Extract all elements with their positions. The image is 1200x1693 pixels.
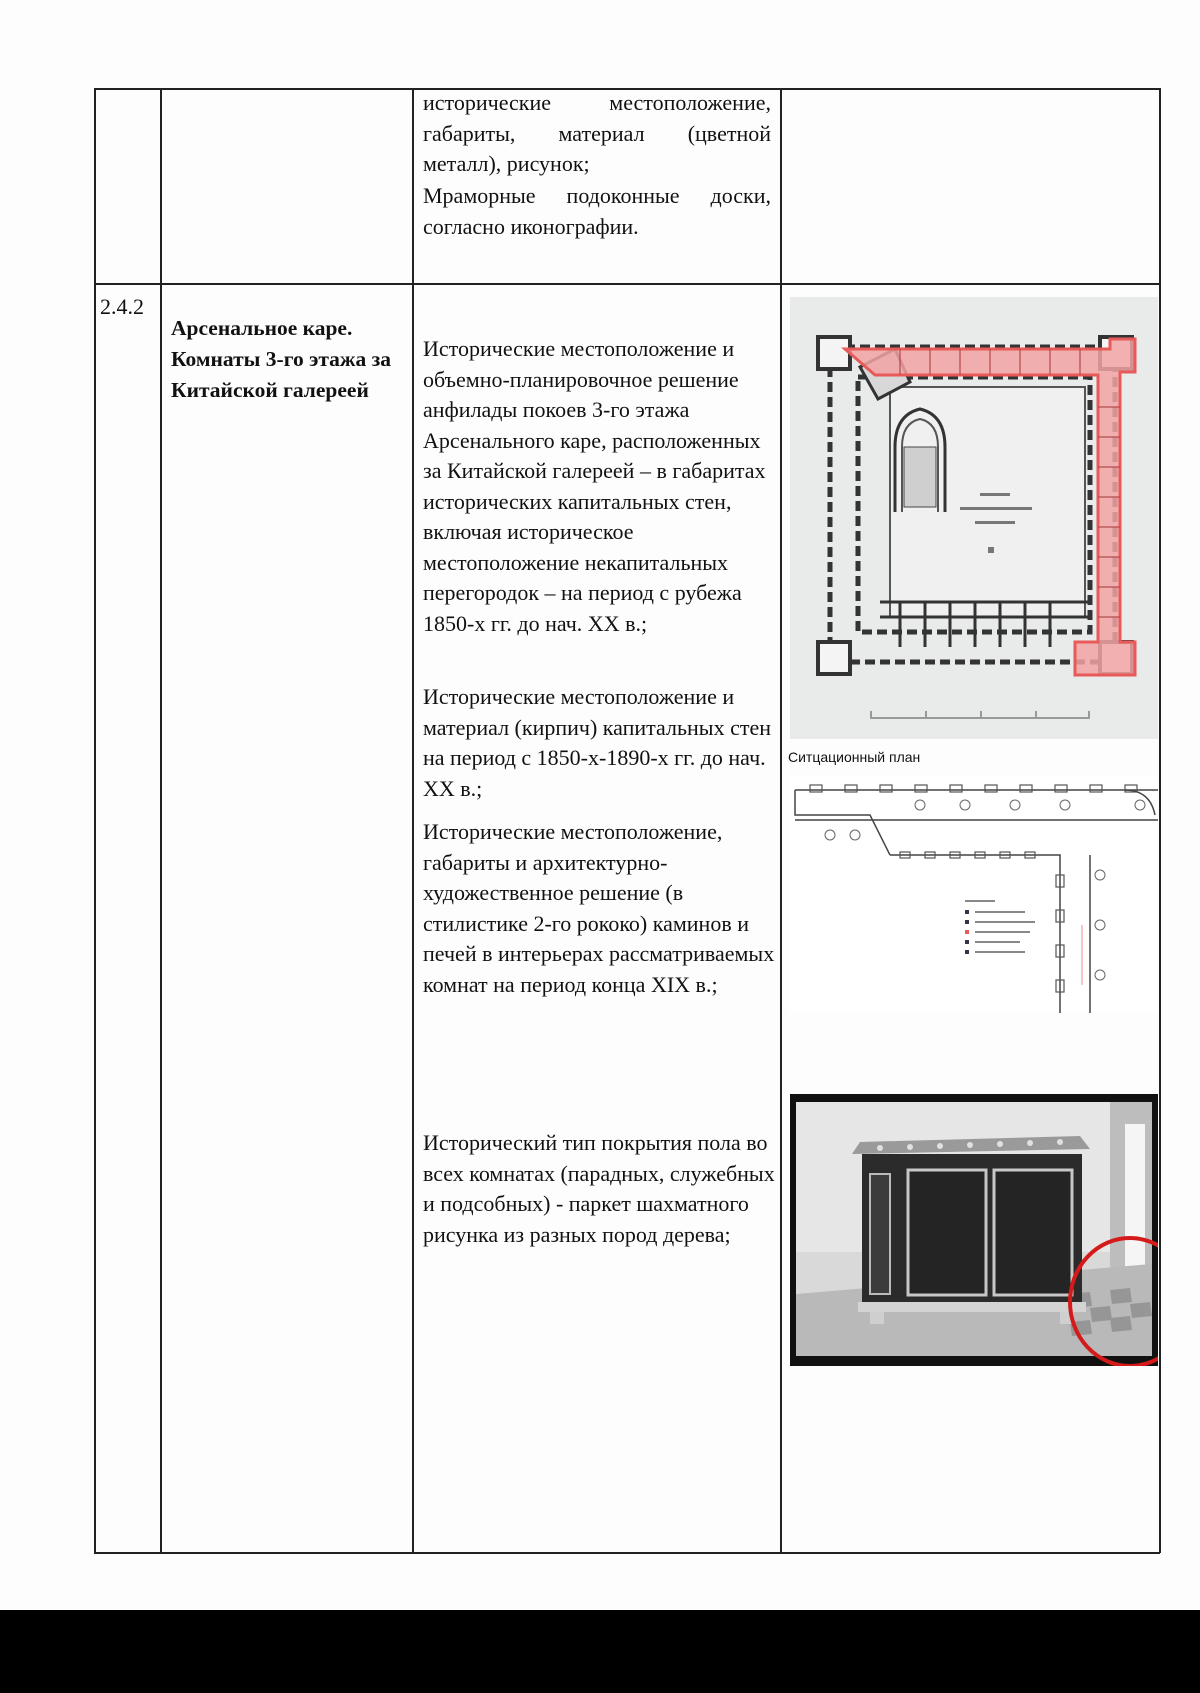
column-divider-1 xyxy=(160,88,162,1553)
table-bottom-border xyxy=(94,1552,1160,1554)
paragraph-fireplaces: Исторические местоположение, габариты и архитектурно-художественное решение (в стилистике 2-го рококо) каминов и печей в интерьерах рассматриваемых комнат на период конца XIX в.; xyxy=(423,819,775,997)
scan-bottom-edge xyxy=(0,1610,1200,1693)
column-divider-2 xyxy=(412,88,414,1553)
top-row-paragraph-1: исторические местоположение, габариты, материал (цветной металл), рисунок; xyxy=(423,90,771,176)
modern-floor-plan-image xyxy=(790,775,1158,1013)
row-title: Арсенальное каре. Комнаты 3-го этажа за Китайской галереей xyxy=(171,316,392,402)
paragraph-walls: Исторические местоположение и материал (кирпич) капитальных стен на период с 1850-х-1890-х гг. до нач. XX в.; xyxy=(423,684,771,801)
paragraph-layout: Исторические местоположение и объемно-планировочное решение анфилады покоев 3-го этажа Арсенального каре, расположенных за Китайской галереей – в габаритах исторических капитальных стен, включая историческое местоположение некапитальных перегородок – на период с рубежа 1850-х гг. до нач. XX в.; xyxy=(423,336,766,636)
paragraph-floor: Исторический тип покрытия пола во всех комнатах (парадных, служебных и подсобных) - паркет шахматного рисунка из разных пород дерева; xyxy=(423,1130,775,1247)
cabinet-parquet-photo xyxy=(790,1094,1158,1366)
row-number: 2.4.2 xyxy=(100,294,144,319)
row-divider xyxy=(94,283,1160,285)
column-divider-3 xyxy=(780,88,782,1553)
historical-floor-plan-image xyxy=(790,297,1158,739)
table-right-border xyxy=(1159,88,1161,1553)
figure-caption: Ситцационный план xyxy=(788,749,921,765)
top-row-paragraph-2: Мраморные подоконные доски, согласно иконографии. xyxy=(423,183,771,239)
table-left-border xyxy=(94,88,96,1553)
